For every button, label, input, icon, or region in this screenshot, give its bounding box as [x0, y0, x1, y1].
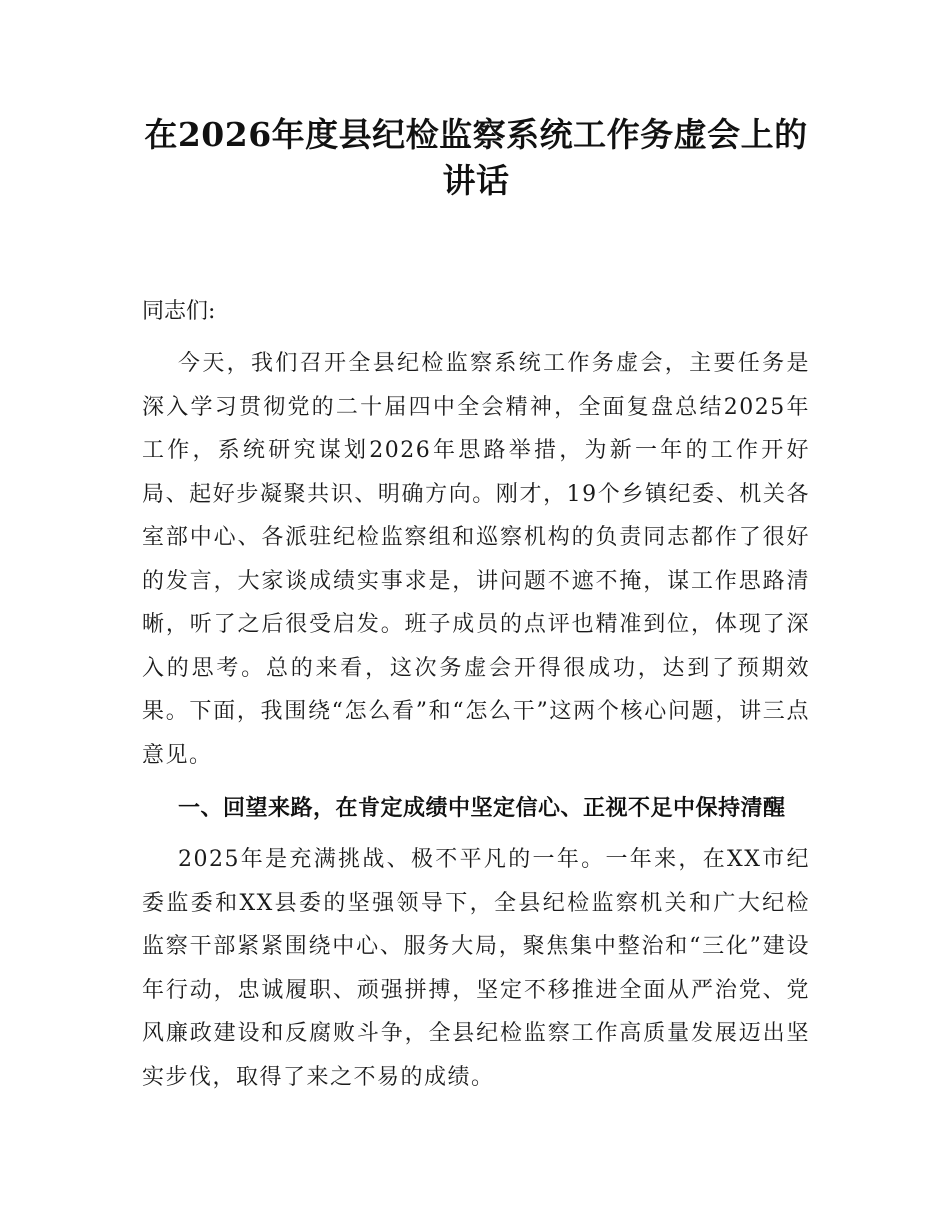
section-1-paragraph: 2025年是充满挑战、极不平凡的一年。一年来，在XX市纪委监委和XX县委的坚强领导下，全县纪检监察机关和广大纪检监察干部紧紧围绕中心、服务大局，聚焦集中整治和“三化”建设年行动，忠诚履职、顽强拼搏，坚定不移推进全面从严治党、党风廉政建设和反腐败斗争，全县纪检监察工作高质量发展迈出坚实步伐，取得了来之不易的成绩。: [142, 847, 810, 1090]
title-line-1: 在2026年度县纪检监察系统工作务虚会上的: [144, 115, 808, 154]
section-heading-1: 一、回望来路，在肯定成绩中坚定信心、正视不足中保持清醒: [178, 796, 786, 821]
salutation: 同志们:: [142, 299, 216, 324]
opening-paragraph: 今天，我们召开全县纪检监察系统工作务虚会，主要任务是深入学习贯彻党的二十届四中全会精神，全面复盘总结2025年工作，系统研究谋划2026年思路举措，为新一年的工作开好局、起好步凝聚共识、明确方向。刚才，19个乡镇纪委、机关各室部中心、各派驻纪检监察组和巡察机构的负责同志都作了很好的发言，大家谈成绩实事求是，讲问题不遮不掩，谋工作思路清晰，听了之后很受启发。班子成员的点评也精准到位，体现了深入的思考。总的来看，这次务虚会开得很成功，达到了预期效果。下面，我围绕“怎么看”和“怎么干”这两个核心问题，讲三点意见。: [142, 351, 810, 768]
title-line-2: 讲话: [442, 161, 510, 200]
document-page: [142, 112, 810, 1099]
document-title: [142, 112, 810, 204]
